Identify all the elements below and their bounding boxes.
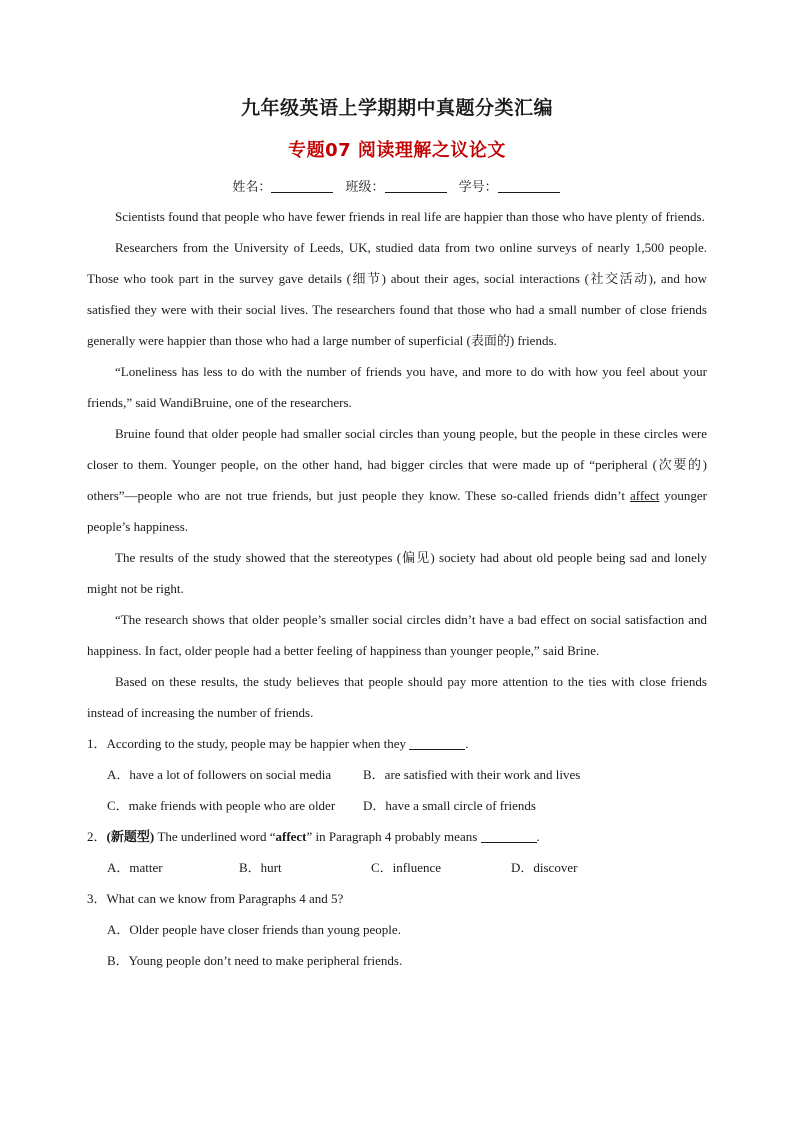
question-1-option-d[interactable]: D．have a small circle of friends — [363, 798, 536, 813]
class-label: 班级： — [345, 180, 385, 195]
id-label: 学号： — [458, 180, 498, 195]
question-2-option-d[interactable]: D．discover — [511, 860, 578, 875]
question-2-text-1: The underlined word “ — [154, 829, 276, 844]
question-1-stem: 1．According to the study, people may be happier when they — [87, 736, 410, 751]
question-1-end: . — [465, 736, 469, 751]
question-1 — [87, 728, 707, 759]
question-1-option-a[interactable]: A．have a lot of followers on social media — [107, 767, 332, 782]
question-1-option-b[interactable]: B．are satisfied with their work and lives — [363, 767, 581, 782]
name-blank[interactable] — [271, 180, 333, 193]
paragraph-4 — [87, 418, 707, 542]
question-2-word: affect — [275, 829, 307, 844]
question-2-option-a[interactable]: A．matter — [107, 860, 163, 875]
class-blank[interactable] — [385, 180, 447, 193]
question-2-end: . — [536, 829, 540, 844]
underlined-word-affect: affect — [630, 488, 660, 503]
question-2-option-b[interactable]: B．hurt — [239, 860, 282, 875]
id-blank[interactable] — [498, 180, 560, 193]
question-3: 3．What can we know from Paragraphs 4 and 5? — [87, 891, 344, 906]
paragraph-2: Researchers from the University of Leeds, UK, studied data from two online surveys of nearly 1,500 people. Those who took part in the survey gave details (细节) about their ages, social interactions (社交活动), and how satisfied they were with their social lives. The researchers found that those who had a small number of close friends generally were happier than those who had a large number of superficial (表面的) friends. — [87, 240, 707, 348]
question-2-blank — [481, 830, 537, 843]
question-2-option-c[interactable]: C．influence — [371, 860, 442, 875]
question-1-options-row-1 — [87, 759, 707, 790]
paragraph-1: Scientists found that people who have fewer friends in real life are happier than those who have plenty of friends. — [115, 209, 705, 224]
document-title: 九年级英语上学期期中真题分类汇编 — [240, 97, 553, 119]
document-subtitle: 专题07 阅读理解之议论文 — [288, 140, 506, 161]
paragraph-6: “The research shows that older people’s smaller social circles didn’t have a bad effect on social satisfaction and happiness. In fact, older people had a better feeling of happiness than younger people,” said Brine. — [87, 612, 707, 658]
name-label: 姓名： — [232, 180, 272, 195]
paragraph-4-text-before: Bruine found that older people had smaller social circles than young people, but the people in these circles were closer to them. Younger people, on the other hand, had bigger circles that were made up of “peripheral (次要的) others”—people who are not true friends, but just people they know. These so-called friends didn’t — [87, 426, 707, 503]
question-1-options-row-2 — [87, 790, 707, 821]
question-2-text-2: ” in Paragraph 4 probably means — [306, 829, 481, 844]
question-2-new-type-tag: (新题型) — [106, 829, 155, 844]
document-body — [87, 201, 707, 976]
question-2 — [87, 821, 707, 852]
question-1-blank — [409, 737, 465, 750]
paragraph-3: “Loneliness has less to do with the number of friends you have, and more to do with how you feel about your friends,” said WandiBruine, one of the researchers. — [87, 364, 707, 410]
question-2-number: 2． — [87, 829, 107, 844]
question-1-option-c[interactable]: C．make friends with people who are older — [107, 798, 336, 813]
question-2-options — [87, 852, 707, 883]
paragraph-5: The results of the study showed that the stereotypes (偏见) society had about old people being sad and lonely might not be right. — [87, 550, 707, 596]
question-3-option-b[interactable]: B．Young people don’t need to make peripheral friends. — [107, 953, 403, 968]
student-info-line — [0, 176, 794, 195]
question-3-option-a[interactable]: A．Older people have closer friends than young people. — [107, 922, 401, 937]
paragraph-4-text-after: younger people’s happiness. — [87, 488, 707, 534]
paragraph-7: Based on these results, the study believes that people should pay more attention to the ties with close friends instead of increasing the number of friends. — [87, 674, 707, 720]
